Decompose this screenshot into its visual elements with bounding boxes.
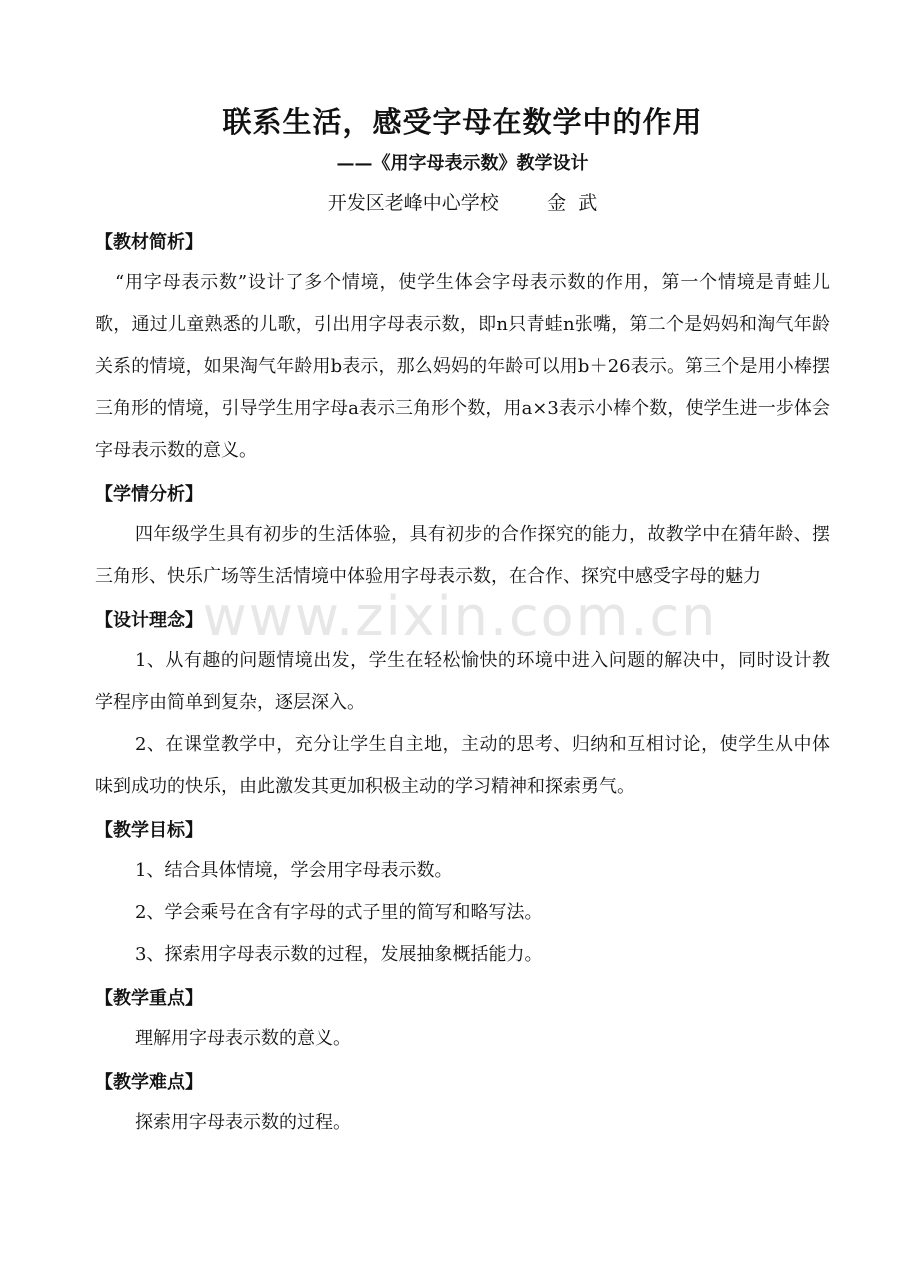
section-heading: 【教学难点】: [95, 1072, 203, 1093]
section-paragraph: 四年级学生具有初步的生活体验，具有初步的合作探究的能力，故教学中在猜年龄、摆三角形、快乐广场等生活情境中体验用字母表示数，在合作、探究中感受字母的魅力: [95, 524, 830, 587]
section-heading: 【学情分析】: [95, 484, 203, 505]
section-heading: 【教材简析】: [95, 232, 203, 253]
section-teaching-focus: [95, 984, 830, 1060]
goal-item: 2、学会乘号在含有字母的式子里的简写和略写法。: [135, 902, 543, 923]
section-paragraph: 1、从有趣的问题情境出发，学生在轻松愉快的环境中进入问题的解决中，同时设计教学程序由简单到复杂，逐层深入。: [95, 650, 830, 713]
document-subtitle: ——《用字母表示数》教学设计: [336, 153, 589, 174]
section-student-analysis: [95, 480, 830, 598]
section-design-concept: [95, 606, 830, 808]
section-paragraph: 2、在课堂教学中，充分让学生自主地，主动的思考、归纳和互相讨论，使学生从中体味到成功的快乐，由此激发其更加积极主动的学习精神和探索勇气。: [95, 734, 830, 797]
document-page: [95, 100, 830, 1144]
section-paragraph: “用字母表示数”设计了多个情境，使学生体会字母表示数的作用，第一个情境是青蛙儿歌，通过儿童熟悉的儿歌，引出用字母表示数，即n只青蛙n张嘴，第二个是妈妈和淘气年龄关系的情境，如果淘气年龄用b表示，那么妈妈的年龄可以用b＋26表示。第三个是用小棒摆三角形的情境，引导学生用字母a表示三角形个数，用a×3表示小棒个数，使学生进一步体会字母表示数的意义。: [95, 272, 830, 461]
watermark: www.zixin.com.cn: [202, 585, 718, 648]
document-author: 开发区老峰中心学校 金 武: [327, 192, 598, 214]
section-teaching-goals: [95, 816, 830, 976]
section-heading: 【设计理念】: [95, 610, 203, 631]
section-teaching-difficulty: [95, 1068, 830, 1144]
goal-item: 1、结合具体情境，学会用字母表示数。: [135, 860, 453, 881]
goal-item: 3、探索用字母表示数的过程，发展抽象概括能力。: [135, 944, 543, 965]
difficulty-item: 探索用字母表示数的过程。: [135, 1112, 351, 1133]
document-title: 联系生活，感受字母在数学中的作用: [222, 105, 703, 139]
section-heading: 【教学重点】: [95, 988, 203, 1009]
focus-item: 理解用字母表示数的意义。: [135, 1028, 351, 1049]
section-heading: 【教学目标】: [95, 820, 203, 841]
section-textbook-analysis: [95, 228, 830, 472]
